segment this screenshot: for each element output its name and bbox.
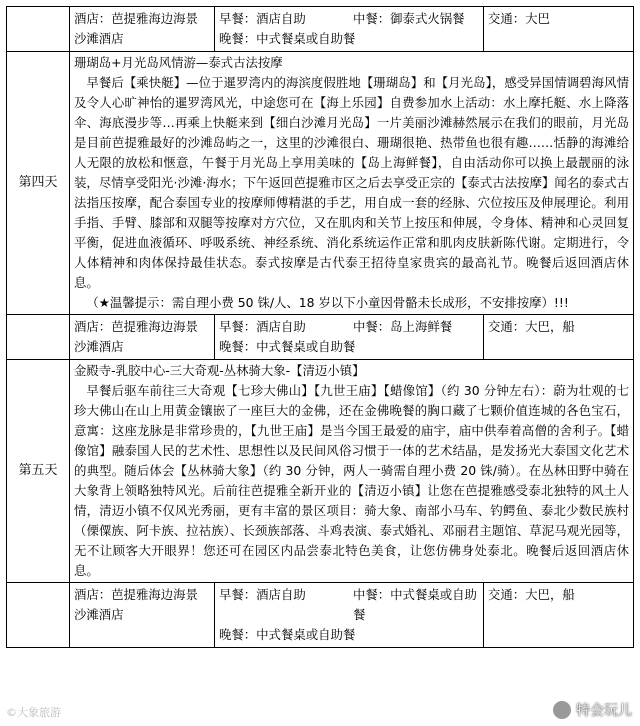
- day4-body: 早餐后【乘快艇】—位于暹罗湾内的海滨度假胜地【珊瑚岛】和【月光岛】，感受异国情调碧海风情及令人心旷神怡的暹罗湾风光，中途您可在【海上乐园】自费参加水上活动：水上摩托艇、水上降落伞、海底漫步等…再乘上快艇来到【细白沙滩月光岛】一片美丽沙滩赫然展示在我们的眼前，月光岛是目前芭提雅最好的沙滩岛屿之一，这里的沙滩很白、珊瑚很艳、热带鱼也很有趣……恬静的海滩给人无限的放松和惬意，午餐于月光岛上享用美味的【岛上海鲜餐】，自由活动你可以换上最靓丽的泳装，尽情享受阳光·沙滩·海水；下午返回芭提雅市区之后去享受正宗的【泰式古法按摩】闻名的泰式古法指压按摩，配合泰国专业的按摩师傅精湛的手艺，用自成一套的经脉、穴位按压及伸展理论。利用手指、手臂、膝部和双腿等按摩对方穴位，又在肌肉和关节上按压和伸展，令身体、精神和心灵回复平衡，促进血液循环、呼吸系统、神经系统、消化系统运作正常和肌肉皮肤新陈代谢。定期进行，令人体精神和肉体保持最佳状态。泰式按摩是古代泰王招待皇家贵宾的最高礼节。晚餐后返回酒店休息。: [74, 75, 629, 290]
- day5-body: 早餐后驱车前往三大奇观【七珍大佛山】【九世王庙】【蜡像馆】（约 30 分钟左右）：蔚为壮观的七珍大佛山在山上用黄金镶嵌了一座巨大的金佛，还在金佛晚餐的胸口藏了七颗价值连城的各色宝石，意寓：这座龙脉是非常珍贵的，【九世王庙】是当今国王最爱的庙宇，庙中供奉着高僧的舍利子。【蜡像馆】融泰国人民的艺术性、思想性以及民间风俗习惯于一体的艺术结晶，是发扬光大泰国文化艺术的典型。随后体会【丛林骑大象】（约 30 分钟，两人一骑需自理小费 20 铢/骑）。在丛林田野中骑在大象背上领略独特风光。后前往芭提雅全新开业的【清迈小镇】让您在芭提雅感受泰北独特的风土人情，清迈小镇不仅风光秀丽，更有丰富的景区项目：骑大象、南部小马车、钓鳄鱼、泰北少数民族村（傈僳族、阿卡族、拉祜族）、长颈族部落、斗鸡表演、泰式婚礼、邓丽君主题馆、草泥马观光园等，无不让顾客大开眼界！您还可在园区内品尝泰北特色美食，让您仿佛身处泰北。晚餐后返回酒店休息。: [74, 383, 629, 578]
- day4-title: 珊瑚岛+月光岛风情游—泰式古法按摩: [74, 55, 283, 70]
- day4-label: 第四天: [7, 52, 70, 315]
- itinerary-table: [6, 6, 634, 648]
- day4-tip: （★温馨提示：需自理小费 50 铢/人、18 岁以下小童因骨骼未长成形，不安排按摩）!!!: [86, 295, 569, 310]
- transport-cell: 交通：大巴，船: [484, 315, 634, 360]
- watermark-right: [552, 700, 632, 720]
- hotel-cell: 酒店：芭提雅海边海景沙滩酒店: [70, 7, 215, 52]
- breakfast-text: 早餐：酒店自助: [219, 319, 306, 334]
- lunch-text: 中餐：岛上海鲜餐: [353, 319, 453, 334]
- dinner-text: 晚餐：中式餐桌或自助餐: [219, 31, 356, 46]
- day4-info-row: [7, 315, 634, 360]
- meal-cell: [215, 7, 484, 52]
- transport-cell: 交通：大巴，船: [484, 583, 634, 648]
- day-cell-empty: [7, 315, 70, 360]
- day5-title: 金殿寺-乳胶中心-三大奇观-丛林骑大象-【清迈小镇】: [74, 363, 365, 378]
- day4-content: [70, 52, 634, 315]
- day5-info-row: [7, 583, 634, 648]
- meal-cell: [215, 315, 484, 360]
- breakfast-text: 早餐：酒店自助: [219, 11, 306, 26]
- lunch-text: 中餐：御泰式火锅餐: [353, 11, 465, 26]
- watermark-left: ©大象旅游: [6, 706, 61, 719]
- breakfast-text: 早餐：酒店自助: [219, 587, 306, 602]
- lunch-text: 中餐：中式餐桌或自助餐: [353, 587, 477, 622]
- hotel-cell: 酒店：芭提雅海边海景沙滩酒店: [70, 315, 215, 360]
- hotel-cell: 酒店：芭提雅海边海景沙滩酒店: [70, 583, 215, 648]
- dinner-text: 晚餐：中式餐桌或自助餐: [219, 627, 356, 642]
- day-cell-empty: [7, 583, 70, 648]
- info-row-top: [7, 7, 634, 52]
- transport-cell: 交通：大巴: [484, 7, 634, 52]
- meal-cell: [215, 583, 484, 648]
- day5-label: 第五天: [7, 360, 70, 583]
- watermark-text: 特会玩儿: [576, 703, 632, 719]
- day-cell-empty: [7, 7, 70, 52]
- dinner-text: 晚餐：中式餐桌或自助餐: [219, 339, 356, 354]
- day4-row: [7, 52, 634, 315]
- wechat-avatar-icon: [552, 700, 572, 720]
- day5-content: [70, 360, 634, 583]
- day5-row: [7, 360, 634, 583]
